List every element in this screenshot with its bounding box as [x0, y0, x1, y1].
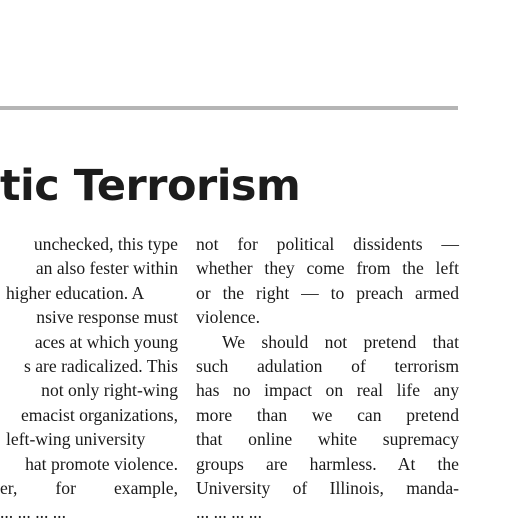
- body-text-line-cut: ... ... ... ...: [196, 502, 262, 523]
- body-text-line: has no impact on real life any: [196, 380, 459, 401]
- body-text-line: er, for example,: [0, 477, 178, 498]
- body-text-line: groups are harmless. At the: [196, 453, 459, 474]
- body-text-line: or the right — to preach armed: [196, 282, 459, 303]
- body-text-line: not for political dissidents —: [196, 234, 459, 254]
- body-text-line: not only right-wing: [41, 380, 178, 401]
- body-text-line: nsive response must: [36, 307, 178, 328]
- body-text-line: aces at which young: [34, 331, 178, 352]
- body-text-line: left-wing university: [6, 429, 146, 450]
- article-column-right: [196, 232, 459, 523]
- body-text-line: hat promote violence.: [25, 453, 178, 474]
- body-text-line: higher education. A: [6, 282, 145, 303]
- body-text-line: violence.: [196, 307, 260, 328]
- body-text-line: University of Illinois, manda-: [196, 477, 459, 498]
- body-text-line: whether they come from the left: [196, 258, 459, 279]
- body-text-line: an also fester within: [35, 258, 178, 279]
- body-text-line: that online white supremacy: [196, 429, 459, 450]
- body-text-line: emacist organizations,: [21, 404, 178, 425]
- article-headline: tic Terrorism: [0, 161, 301, 211]
- body-text-line: more than we can pretend: [196, 404, 459, 425]
- body-text-line: s are radicalized. This: [23, 355, 178, 376]
- body-text-line: We should not pretend that: [222, 331, 459, 352]
- body-text-line-cut: ... ... ... ...: [0, 502, 66, 523]
- body-text-line: such adulation of terrorism: [196, 355, 459, 376]
- body-text-line: unchecked, this type: [33, 234, 178, 254]
- section-divider-rule: [0, 106, 458, 110]
- article-column-left: [0, 232, 178, 523]
